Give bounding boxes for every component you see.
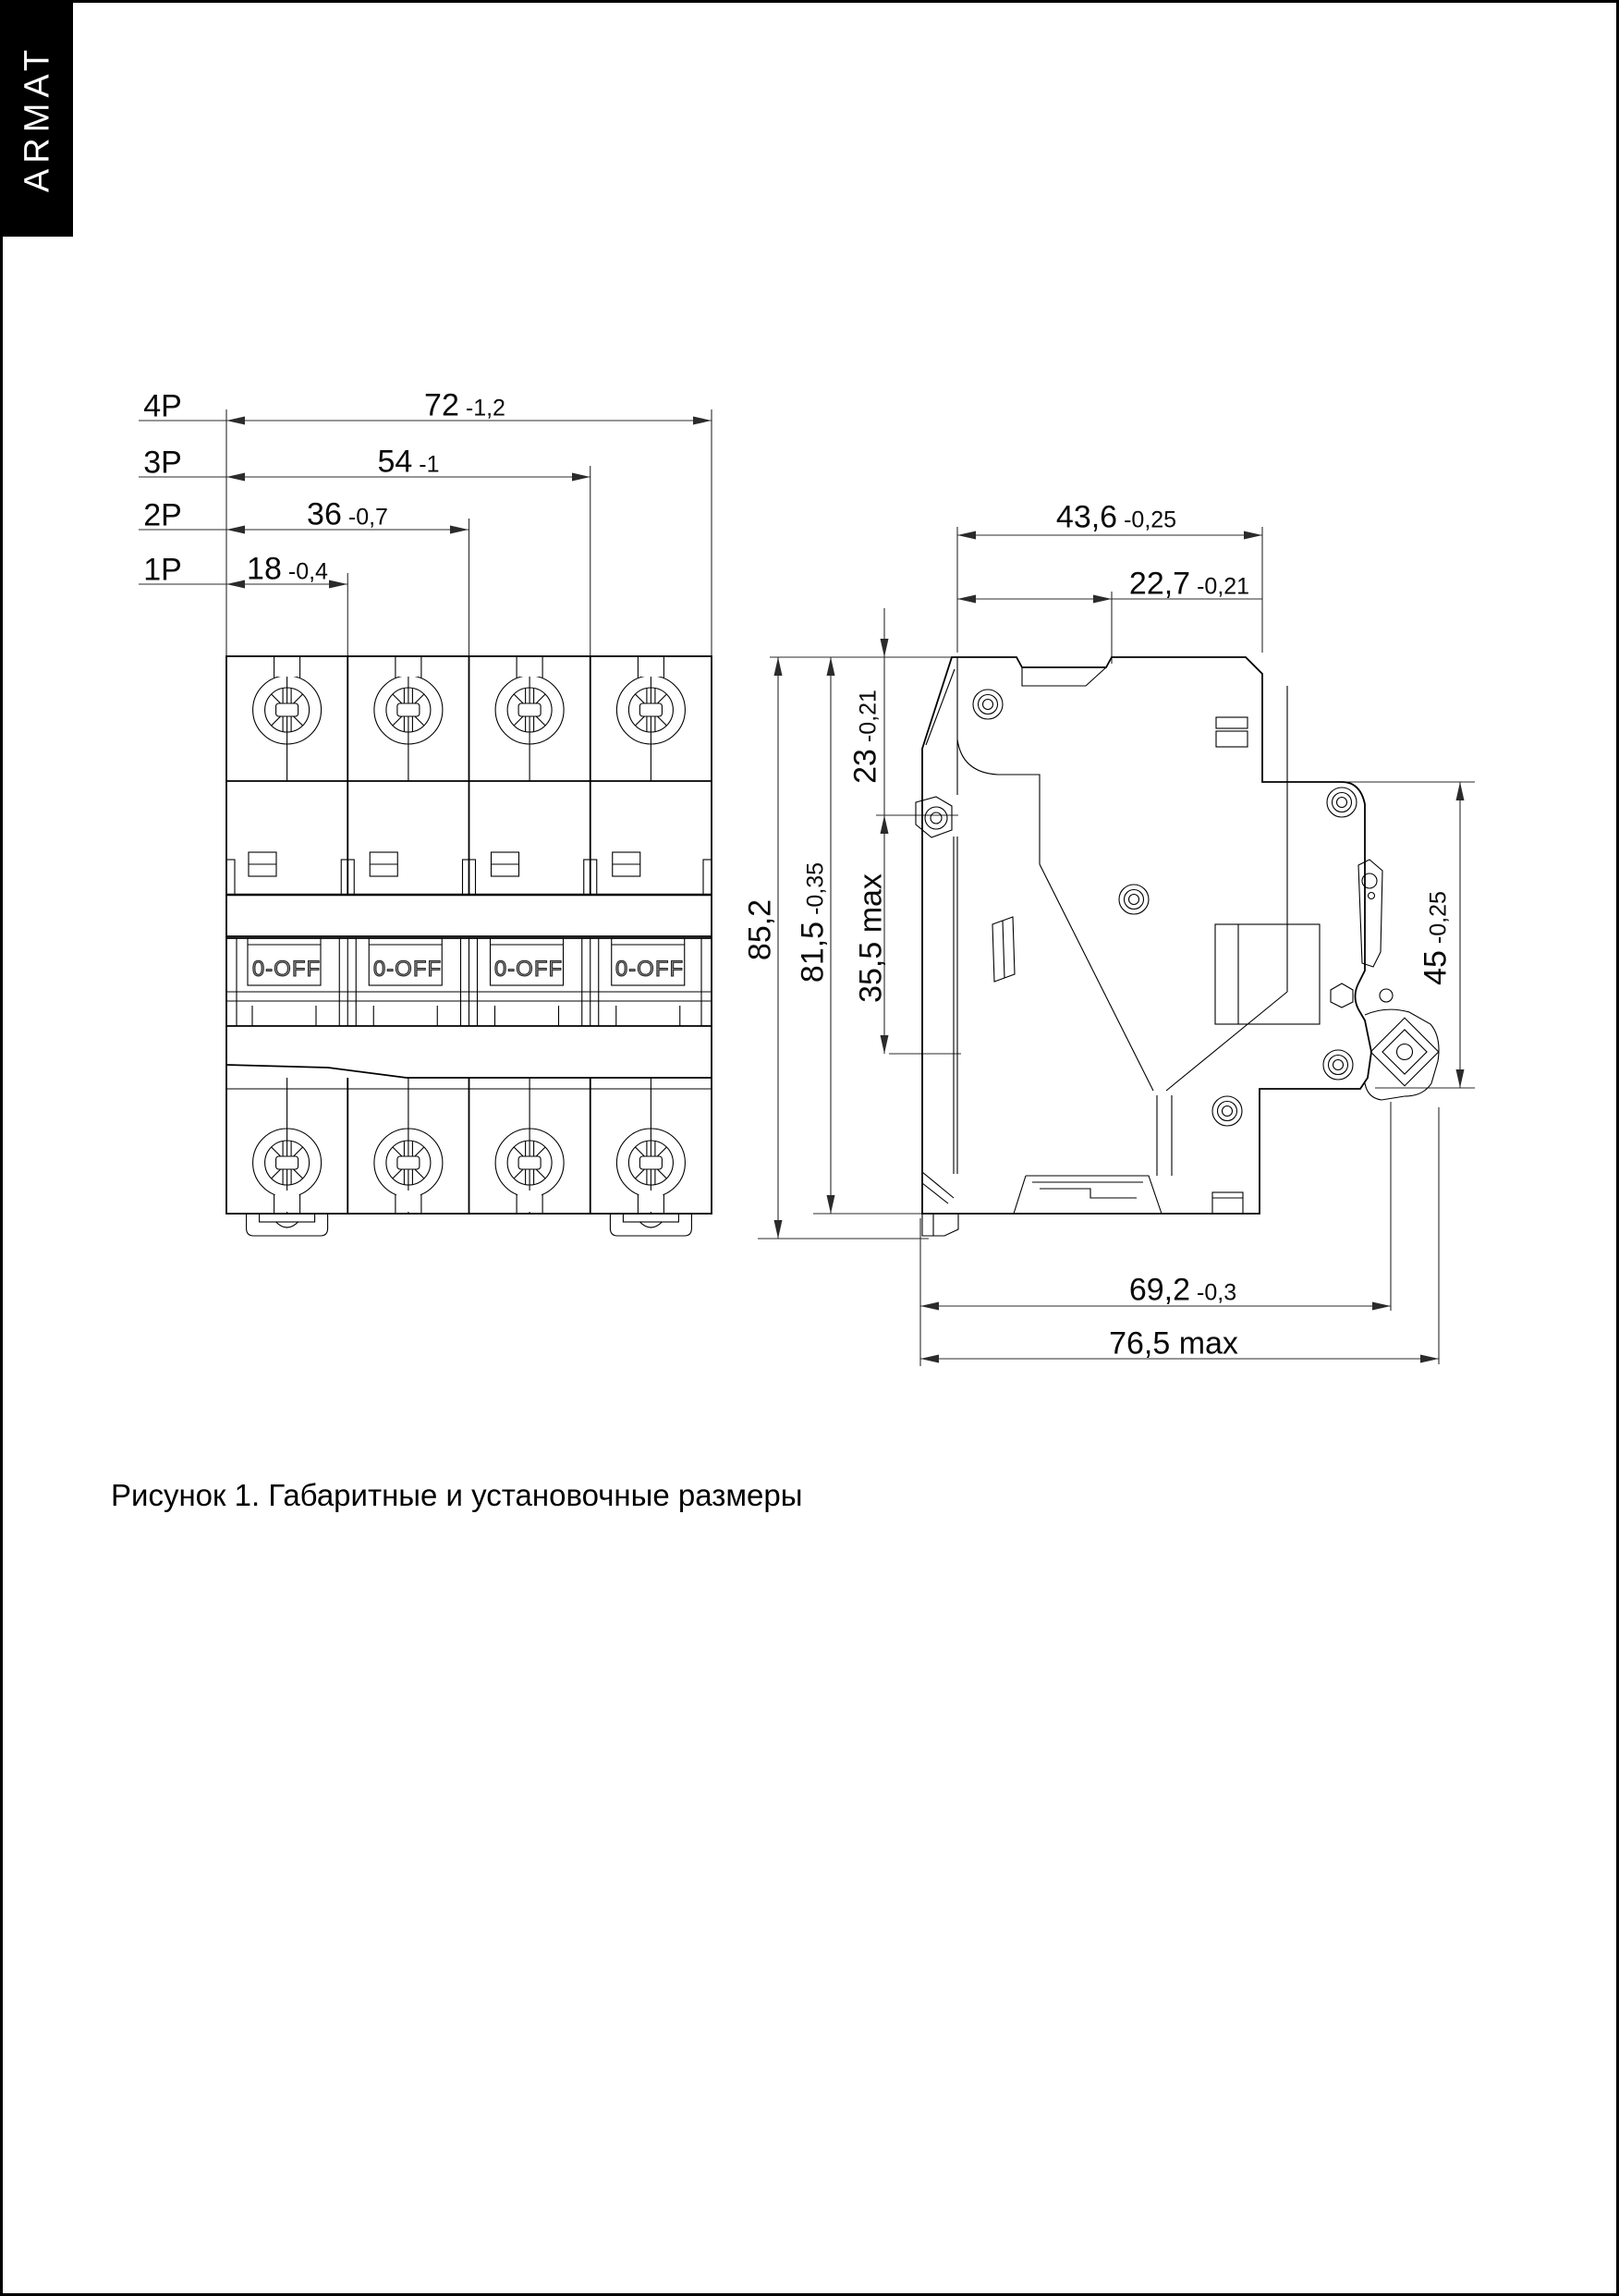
- pole-count-label-1p: 1P: [143, 552, 182, 588]
- series-label: ARMAT: [18, 43, 57, 193]
- dim-side-width: 43,6 -0,25: [1055, 499, 1177, 535]
- dim-handle-offset: 22,7 -0,21: [1128, 566, 1250, 602]
- figure-caption: Рисунок 1. Габаритные и установочные размеры: [111, 1478, 803, 1512]
- dim-width-3p: 54 -1: [377, 444, 440, 480]
- dim-body-height: 81,5-0,35: [795, 861, 831, 983]
- dim-front-depth: 35,5 max: [853, 873, 889, 1003]
- dim-top-depth: 23-0,21: [847, 690, 883, 784]
- dim-base-depth: 69,2 -0,3: [1128, 1272, 1237, 1308]
- dim-din-height: 45-0,25: [1418, 891, 1454, 985]
- dim-width-4p: 72 -1,2: [424, 387, 505, 423]
- side-view-details: [916, 657, 1439, 1236]
- dim-width-2p: 36 -0,7: [307, 496, 388, 532]
- dim-overall-height: 85,2: [742, 898, 778, 961]
- pole-count-label-2p: 2P: [143, 497, 182, 533]
- dim-max-depth: 76,5 max: [1109, 1325, 1238, 1362]
- toggle-position-label-1: 0-OFF: [251, 957, 322, 982]
- dimension-arrows: [226, 417, 1465, 1363]
- pole-count-label-4p: 4P: [143, 388, 182, 424]
- pole-count-label-3p: 3P: [143, 445, 182, 481]
- toggle-position-label-2: 0-OFF: [372, 957, 443, 982]
- toggle-position-label-3: 0-OFF: [493, 957, 564, 982]
- dim-width-1p: 18 -0,4: [247, 551, 328, 587]
- toggle-position-label-4: 0-OFF: [615, 957, 685, 982]
